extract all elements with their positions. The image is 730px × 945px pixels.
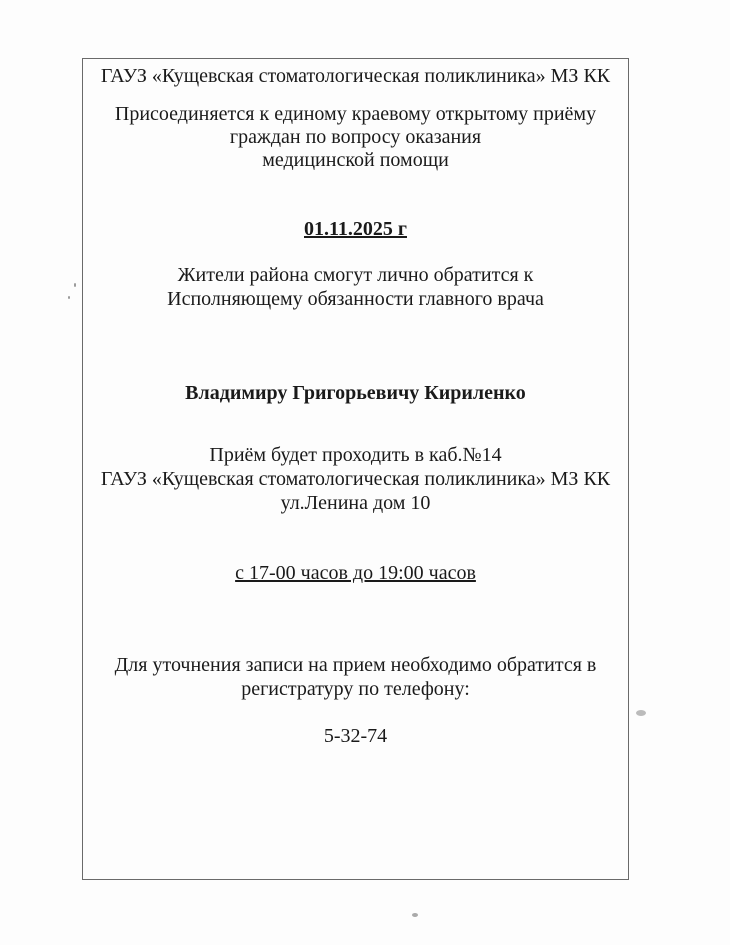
doctor-name: Владимиру Григорьевичу Кириленко <box>185 382 526 404</box>
clinic-header: ГАУЗ «Кущевская стоматологическая поликлиника» МЗ КК <box>100 65 611 87</box>
scan-speck <box>74 283 76 287</box>
location-line-2: ГАУЗ «Кущевская стоматологическая поликлиника» МЗ КК <box>100 468 611 490</box>
phone-number: 5-32-74 <box>323 725 388 747</box>
intro-line-2: граждан по вопросу оказания <box>229 126 482 148</box>
residents-line-1: Жители района смогут лично обратится к <box>177 264 534 286</box>
reception-hours: с 17-00 часов до 19:00 часов <box>235 562 476 584</box>
residents-line-2: Исполняющему обязанности главного врача <box>167 288 544 310</box>
intro-line-1: Присоединяется к единому краевому открытому приёму <box>114 103 597 125</box>
location-line-3: ул.Ленина дом 10 <box>280 492 431 514</box>
scan-speck <box>68 296 70 299</box>
scan-speck <box>636 710 646 716</box>
intro-line-3: медицинской помощи <box>262 149 449 171</box>
scan-speck <box>412 913 418 917</box>
contact-line-2: регистратуру по телефону: <box>241 678 470 700</box>
document-frame <box>82 58 629 880</box>
location-line-1: Приём будет проходить в каб.№14 <box>209 444 502 466</box>
contact-line-1: Для уточнения записи на прием необходимо обратится в <box>114 654 597 676</box>
event-date: 01.11.2025 г <box>304 218 407 240</box>
